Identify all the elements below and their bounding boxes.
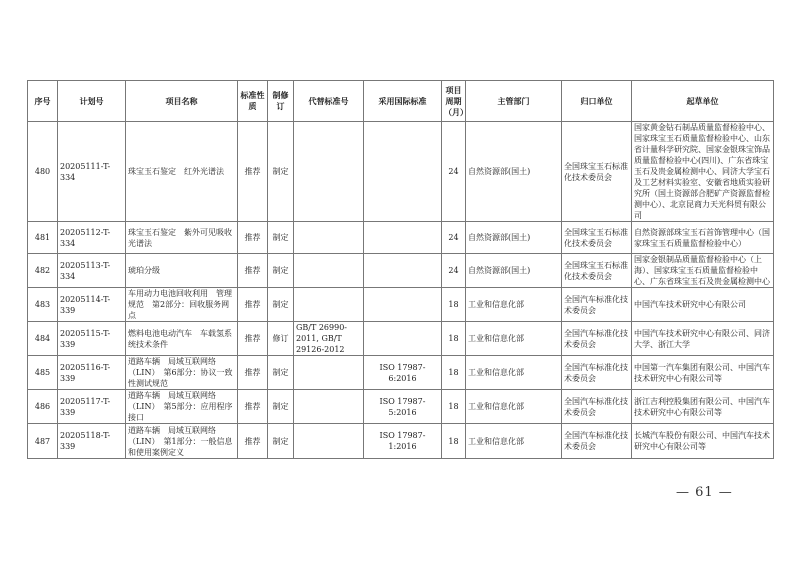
- cell-seq: 480: [28, 122, 58, 222]
- cell-project-name: 琥珀分级: [126, 254, 238, 288]
- cell-std-nature: 推荐: [238, 424, 268, 459]
- cell-revise: 制定: [268, 390, 294, 424]
- cell-intl-std: ISO 17987-6:2016: [364, 356, 442, 390]
- cell-period: 18: [442, 390, 466, 424]
- cell-seq: 484: [28, 322, 58, 356]
- table-row: [28, 424, 774, 459]
- cell-intl-std: [364, 288, 442, 322]
- cell-unit: 全国汽车标准化技术委员会: [562, 424, 632, 459]
- cell-drafter: 中国汽车技术研究中心有限公司: [632, 288, 774, 322]
- cell-drafter: 国家金银制品质量监督检验中心（上海）、国家珠宝玉石质量监督检验中心、广东省珠宝玉石及贵金属检测中心: [632, 254, 774, 288]
- cell-intl-std: [364, 322, 442, 356]
- cell-replace-std: [294, 254, 364, 288]
- cell-period: 24: [442, 122, 466, 222]
- cell-std-nature: 推荐: [238, 122, 268, 222]
- cell-revise: 制定: [268, 356, 294, 390]
- table-row: [28, 322, 774, 356]
- cell-project-name: 燃料电池电动汽车 车载氢系统技术条件: [126, 322, 238, 356]
- cell-intl-std: [364, 254, 442, 288]
- cell-revise: 制定: [268, 424, 294, 459]
- cell-unit: 全国汽车标准化技术委员会: [562, 390, 632, 424]
- cell-seq: 486: [28, 390, 58, 424]
- cell-unit: 全国珠宝玉石标准化技术委员会: [562, 122, 632, 222]
- table-row: [28, 222, 774, 254]
- cell-dept: 工业和信息化部: [466, 424, 562, 459]
- header-plan-no: 计划号: [58, 81, 126, 122]
- cell-replace-std: [294, 288, 364, 322]
- cell-dept: 工业和信息化部: [466, 288, 562, 322]
- cell-intl-std: [364, 122, 442, 222]
- table-body: [28, 122, 774, 459]
- cell-intl-std: ISO 17987-1:2016: [364, 424, 442, 459]
- cell-replace-std: [294, 122, 364, 222]
- cell-intl-std: ISO 17987-5:2016: [364, 390, 442, 424]
- cell-replace-std: [294, 222, 364, 254]
- cell-dept: 工业和信息化部: [466, 322, 562, 356]
- cell-revise: 制定: [268, 254, 294, 288]
- header-dept: 主管部门: [466, 81, 562, 122]
- table-header-row: [28, 81, 774, 122]
- cell-dept: 自然资源部(国土): [466, 222, 562, 254]
- cell-unit: 全国汽车标准化技术委员会: [562, 356, 632, 390]
- cell-replace-std: [294, 390, 364, 424]
- cell-std-nature: 推荐: [238, 390, 268, 424]
- header-intl-std: 采用国际标准: [364, 81, 442, 122]
- cell-revise: 制定: [268, 222, 294, 254]
- cell-plan-no: 20205112-T-334: [58, 222, 126, 254]
- cell-revise: 修订: [268, 322, 294, 356]
- header-drafter: 起草单位: [632, 81, 774, 122]
- header-replace-std: 代替标准号: [294, 81, 364, 122]
- cell-plan-no: 20205113-T-334: [58, 254, 126, 288]
- cell-plan-no: 20205114-T-339: [58, 288, 126, 322]
- table-row: [28, 390, 774, 424]
- cell-drafter: 中国汽车技术研究中心有限公司、同济大学、浙江大学: [632, 322, 774, 356]
- header-seq: 序号: [28, 81, 58, 122]
- cell-drafter: 中国第一汽车集团有限公司、中国汽车技术研究中心有限公司等: [632, 356, 774, 390]
- header-project-name: 项目名称: [126, 81, 238, 122]
- cell-plan-no: 20205115-T-339: [58, 322, 126, 356]
- header-std-nature: 标准性质: [238, 81, 268, 122]
- cell-std-nature: 推荐: [238, 356, 268, 390]
- cell-seq: 483: [28, 288, 58, 322]
- cell-dept: 工业和信息化部: [466, 390, 562, 424]
- cell-plan-no: 20205118-T-339: [58, 424, 126, 459]
- cell-plan-no: 20205116-T-339: [58, 356, 126, 390]
- cell-dept: 自然资源部(国土): [466, 122, 562, 222]
- cell-plan-no: 20205111-T-334: [58, 122, 126, 222]
- table-row: [28, 356, 774, 390]
- cell-project-name: 珠宝玉石鉴定 红外光谱法: [126, 122, 238, 222]
- cell-replace-std: [294, 424, 364, 459]
- cell-period: 24: [442, 254, 466, 288]
- cell-intl-std: [364, 222, 442, 254]
- cell-period: 24: [442, 222, 466, 254]
- cell-revise: 制定: [268, 288, 294, 322]
- cell-project-name: 车用动力电池回收利用 管理规范 第2部分：回收服务网点: [126, 288, 238, 322]
- cell-unit: 全国汽车标准化技术委员会: [562, 322, 632, 356]
- cell-unit: 全国珠宝玉石标准化技术委员会: [562, 254, 632, 288]
- cell-project-name: 珠宝玉石鉴定 紫外可见吸收光谱法: [126, 222, 238, 254]
- cell-std-nature: 推荐: [238, 288, 268, 322]
- standards-plan-table: [27, 80, 774, 459]
- cell-replace-std: [294, 356, 364, 390]
- cell-replace-std: GB/T 26990-2011, GB/T 29126-2012: [294, 322, 364, 356]
- cell-project-name: 道路车辆 局域互联网络（LIN） 第5部分：应用程序接口: [126, 390, 238, 424]
- cell-project-name: 道路车辆 局域互联网络（LIN） 第1部分：一般信息和使用案例定义: [126, 424, 238, 459]
- table-row: [28, 122, 774, 222]
- cell-dept: 工业和信息化部: [466, 356, 562, 390]
- cell-drafter: 国家黄金钻石制品质量监督检验中心、国家珠宝玉石质量监督检验中心、山东省计量科学研究院、国家金银珠宝饰品质量监督检验中心(四川)、广东省珠宝玉石及贵金属检测中心、同济大学宝石及工艺材料实验室、安徽省地质实验研究所（国土资源部合肥矿产资源监督检测中心）、北京昆商力天光科贸有限公司: [632, 122, 774, 222]
- page-number: — 61 —: [676, 485, 733, 500]
- cell-std-nature: 推荐: [238, 254, 268, 288]
- cell-seq: 485: [28, 356, 58, 390]
- cell-period: 18: [442, 322, 466, 356]
- cell-std-nature: 推荐: [238, 322, 268, 356]
- cell-seq: 481: [28, 222, 58, 254]
- cell-revise: 制定: [268, 122, 294, 222]
- cell-unit: 全国珠宝玉石标准化技术委员会: [562, 222, 632, 254]
- cell-period: 18: [442, 356, 466, 390]
- cell-period: 18: [442, 288, 466, 322]
- cell-plan-no: 20205117-T-339: [58, 390, 126, 424]
- cell-unit: 全国汽车标准化技术委员会: [562, 288, 632, 322]
- cell-drafter: 浙江吉利控股集团有限公司、中国汽车技术研究中心有限公司等: [632, 390, 774, 424]
- cell-std-nature: 推荐: [238, 222, 268, 254]
- header-revise: 制修订: [268, 81, 294, 122]
- header-unit: 归口单位: [562, 81, 632, 122]
- cell-drafter: 长城汽车股份有限公司、中国汽车技术研究中心有限公司等: [632, 424, 774, 459]
- cell-dept: 自然资源部(国土): [466, 254, 562, 288]
- table-row: [28, 254, 774, 288]
- cell-project-name: 道路车辆 局域互联网络（LIN） 第6部分：协议一致性测试规范: [126, 356, 238, 390]
- header-period: 项目周期（月）: [442, 81, 466, 122]
- cell-seq: 482: [28, 254, 58, 288]
- cell-period: 18: [442, 424, 466, 459]
- table-row: [28, 288, 774, 322]
- cell-drafter: 自然资源部珠宝玉石首饰管理中心（国家珠宝玉石质量监督检验中心）: [632, 222, 774, 254]
- cell-seq: 487: [28, 424, 58, 459]
